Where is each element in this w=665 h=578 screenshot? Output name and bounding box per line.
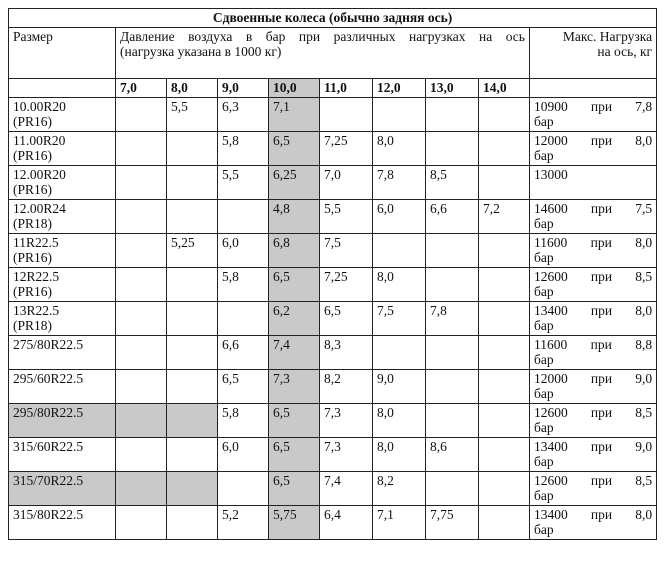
- pressure-cell: 6,5: [269, 267, 320, 301]
- pressure-cell: 6,0: [218, 233, 269, 267]
- table-row: [9, 335, 657, 369]
- pressure-cell: [116, 199, 167, 233]
- table-row: [9, 97, 657, 131]
- load-cell: 14,0: [479, 78, 530, 97]
- pressure-header-word: различных: [333, 28, 396, 44]
- pressure-cell: 5,5: [167, 97, 218, 131]
- tyre-size-cell: [9, 267, 116, 301]
- max-load-pressure: 7,8: [635, 98, 653, 114]
- pressure-cell: [426, 369, 479, 403]
- pressure-cell: 5,25: [167, 233, 218, 267]
- pressure-cell: [116, 369, 167, 403]
- pressure-cell: 5,75: [269, 505, 320, 539]
- max-load-value: 12600: [534, 268, 568, 284]
- ply-rating: (PR18): [13, 215, 53, 231]
- max-load-line: [534, 202, 652, 217]
- pressure-header-word: воздуха: [188, 28, 233, 44]
- tyre-size: 11.00R20: [13, 132, 66, 148]
- max-load-unit: бар: [534, 351, 554, 367]
- tyre-size: 12.00R24: [13, 200, 66, 216]
- pressure-cell: 6,6: [218, 335, 269, 369]
- tyre-size-cell: [9, 131, 116, 165]
- pressure-cell: [426, 471, 479, 505]
- pressure-cell: 7,25: [320, 131, 373, 165]
- pressure-header-line1: [120, 30, 525, 45]
- max-load-cell: [530, 505, 657, 539]
- pressure-cell: [167, 437, 218, 471]
- pressure-cell: [167, 505, 218, 539]
- pressure-cell: 7,75: [426, 505, 479, 539]
- max-load-value: 13000: [534, 166, 568, 182]
- max-load-value: 12000: [534, 370, 568, 386]
- title-row: [9, 9, 657, 28]
- pressure-header-word: бар: [265, 28, 286, 44]
- pressure-cell: [116, 233, 167, 267]
- max-load-cell: [530, 335, 657, 369]
- pressure-cell: 7,8: [373, 165, 426, 199]
- load-row-empty-cell: [9, 78, 116, 97]
- max-load-pressure: 8,5: [635, 268, 653, 284]
- tyre-size: 295/60R22.5: [13, 370, 84, 386]
- pressure-cell: [116, 471, 167, 505]
- tyre-size-cell: [9, 335, 116, 369]
- table-row: [9, 267, 657, 301]
- pressure-cell: [116, 437, 167, 471]
- load-cell: 9,0: [218, 78, 269, 97]
- pressure-cell: [479, 369, 530, 403]
- pressure-cell: [426, 131, 479, 165]
- tyre-size: 275/80R22.5: [13, 336, 84, 352]
- max-load-cell: [530, 97, 657, 131]
- max-load-value: 13400: [534, 506, 568, 522]
- pressure-cell: [479, 233, 530, 267]
- ply-rating: (PR16): [13, 283, 53, 299]
- pressure-cell: 6,6: [426, 199, 479, 233]
- max-load-unit: бар: [534, 147, 554, 163]
- max-load-line: [534, 440, 652, 455]
- max-load-line: [534, 236, 652, 251]
- tyre-size-cell: [9, 403, 116, 437]
- pressure-cell: 6,5: [218, 369, 269, 403]
- tyre-size-cell: [9, 437, 116, 471]
- max-load-pressure: 9,0: [635, 370, 653, 386]
- max-load-cell: [530, 403, 657, 437]
- tyre-size: 295/80R22.5: [13, 404, 84, 420]
- tyre-size: 315/70R22.5: [13, 472, 84, 488]
- max-load-cell: [530, 369, 657, 403]
- max-load-value: 10900: [534, 98, 568, 114]
- max-load-at: при: [590, 234, 612, 250]
- load-values-row: [9, 78, 657, 97]
- max-load-line: [534, 100, 652, 115]
- pressure-cell: [479, 97, 530, 131]
- tyre-size: 12R22.5: [13, 268, 60, 284]
- pressure-cell: 7,4: [269, 335, 320, 369]
- table-row: [9, 233, 657, 267]
- pressure-cell: 5,8: [218, 267, 269, 301]
- table-title: Сдвоенные колеса (обычно задняя ось): [9, 9, 657, 28]
- tyre-size-cell: [9, 97, 116, 131]
- max-load-cell: [530, 233, 657, 267]
- pressure-cell: 8,5: [426, 165, 479, 199]
- pressure-cell: [479, 267, 530, 301]
- max-load-cell: [530, 267, 657, 301]
- pressure-cell: 7,25: [320, 267, 373, 301]
- max-load-unit: бар: [534, 419, 554, 435]
- max-load-pressure: 8,0: [635, 506, 653, 522]
- pressure-cell: [116, 335, 167, 369]
- ply-rating: (PR16): [13, 113, 53, 129]
- pressure-cell: 8,2: [320, 369, 373, 403]
- ply-rating: (PR18): [13, 317, 53, 333]
- max-load-at: при: [590, 336, 612, 352]
- pressure-cell: [116, 97, 167, 131]
- max-load-unit: бар: [534, 249, 554, 265]
- pressure-header-word: Давление: [120, 28, 175, 44]
- max-load-pressure: 8,8: [635, 336, 653, 352]
- tyre-size-cell: [9, 369, 116, 403]
- load-cell: 10,0: [269, 78, 320, 97]
- max-load-header-line2: на ось, кг: [597, 43, 653, 59]
- pressure-cell: [479, 471, 530, 505]
- pressure-cell: 5,5: [218, 165, 269, 199]
- max-load-line: [534, 338, 652, 353]
- tyre-pressure-table: [8, 8, 657, 540]
- pressure-cell: [167, 369, 218, 403]
- pressure-cell: 6,25: [269, 165, 320, 199]
- max-load-unit: бар: [534, 113, 554, 129]
- pressure-cell: [479, 131, 530, 165]
- pressure-cell: [167, 267, 218, 301]
- pressure-cell: 7,1: [269, 97, 320, 131]
- tyre-size: 13R22.5: [13, 302, 60, 318]
- max-load-line: [534, 508, 652, 523]
- pressure-cell: [479, 165, 530, 199]
- max-load-pressure: 8,0: [635, 302, 653, 318]
- pressure-cell: 5,8: [218, 131, 269, 165]
- pressure-cell: [426, 403, 479, 437]
- ply-rating: (PR16): [13, 249, 53, 265]
- pressure-cell: 8,0: [373, 131, 426, 165]
- pressure-cell: [479, 335, 530, 369]
- pressure-header-word: в: [245, 28, 253, 44]
- tyre-size-cell: [9, 301, 116, 335]
- pressure-cell: 8,6: [426, 437, 479, 471]
- pressure-cell: [426, 267, 479, 301]
- pressure-cell: 6,5: [269, 403, 320, 437]
- pressure-cell: [116, 267, 167, 301]
- pressure-cell: [167, 131, 218, 165]
- table-row: [9, 301, 657, 335]
- pressure-cell: [218, 301, 269, 335]
- max-load-cell: [530, 437, 657, 471]
- pressure-cell: 7,3: [320, 437, 373, 471]
- max-load-value: 14600: [534, 200, 568, 216]
- ply-rating: (PR16): [13, 181, 53, 197]
- pressure-cell: 6,5: [269, 437, 320, 471]
- max-load-line: [534, 270, 652, 285]
- max-load-value: 12600: [534, 404, 568, 420]
- max-load-at: при: [590, 370, 613, 386]
- table-row: [9, 437, 657, 471]
- table-row: [9, 369, 657, 403]
- pressure-cell: 7,3: [320, 403, 373, 437]
- tyre-size-cell: [9, 233, 116, 267]
- max-load-pressure: 7,5: [635, 200, 653, 216]
- max-load-at: при: [590, 506, 613, 522]
- pressure-cell: [373, 233, 426, 267]
- pressure-cell: 7,4: [320, 471, 373, 505]
- pressure-cell: 8,2: [373, 471, 426, 505]
- header-row: [9, 27, 657, 78]
- pressure-cell: [426, 335, 479, 369]
- max-load-at: при: [590, 268, 613, 284]
- tyre-size: 315/80R22.5: [13, 506, 84, 522]
- table-row: [9, 505, 657, 539]
- pressure-cell: [167, 403, 218, 437]
- max-load-unit: бар: [534, 215, 554, 231]
- max-load-at: при: [590, 302, 613, 318]
- load-cell: 12,0: [373, 78, 426, 97]
- pressure-cell: 6,0: [218, 437, 269, 471]
- pressure-cell: [479, 403, 530, 437]
- max-load-cell: [530, 471, 657, 505]
- load-row-empty-cell: [530, 78, 657, 97]
- pressure-cell: [116, 301, 167, 335]
- tyre-pressure-document: [8, 8, 657, 540]
- tyre-size: 10.00R20: [13, 98, 66, 114]
- pressure-cell: [479, 301, 530, 335]
- pressure-cell: [479, 505, 530, 539]
- pressure-header-word: нагрузках: [408, 28, 466, 44]
- pressure-cell: [167, 301, 218, 335]
- pressure-cell: 7,5: [373, 301, 426, 335]
- table-row: [9, 403, 657, 437]
- max-load-line: [534, 134, 652, 149]
- size-header: Размер: [9, 27, 116, 78]
- pressure-cell: [167, 471, 218, 505]
- max-load-pressure: 8,0: [635, 234, 653, 250]
- pressure-cell: [218, 199, 269, 233]
- max-load-header: [530, 27, 657, 78]
- load-cell: 13,0: [426, 78, 479, 97]
- max-load-value: 12600: [534, 472, 568, 488]
- pressure-cell: [426, 233, 479, 267]
- max-load-at: при: [590, 132, 613, 148]
- max-load-at: при: [590, 438, 613, 454]
- table-row: [9, 131, 657, 165]
- pressure-cell: [167, 199, 218, 233]
- pressure-cell: 6,5: [269, 471, 320, 505]
- load-cell: 11,0: [320, 78, 373, 97]
- max-load-unit: бар: [534, 521, 554, 537]
- pressure-cell: [373, 335, 426, 369]
- pressure-cell: [426, 97, 479, 131]
- pressure-cell: [479, 437, 530, 471]
- max-load-at: при: [590, 472, 613, 488]
- pressure-cell: [167, 335, 218, 369]
- max-load-value: 13400: [534, 302, 568, 318]
- pressure-cell: 8,0: [373, 403, 426, 437]
- max-load-cell: [530, 301, 657, 335]
- pressure-header: [116, 27, 530, 78]
- pressure-cell: [373, 97, 426, 131]
- ply-rating: (PR16): [13, 147, 53, 163]
- pressure-header-word: ось: [505, 28, 525, 44]
- max-load-unit: бар: [534, 487, 554, 503]
- max-load-pressure: 8,5: [635, 404, 653, 420]
- pressure-cell: 6,5: [269, 131, 320, 165]
- max-load-unit: бар: [534, 317, 554, 333]
- max-load-line: [534, 474, 652, 489]
- max-load-at: при: [590, 404, 613, 420]
- pressure-cell: 6,8: [269, 233, 320, 267]
- pressure-cell: [116, 403, 167, 437]
- max-load-header-line1: Макс. Нагрузка: [562, 28, 653, 44]
- pressure-header-line2: (нагрузка указана в 1000 кг): [120, 43, 282, 59]
- max-load-at: при: [590, 200, 613, 216]
- pressure-cell: 7,5: [320, 233, 373, 267]
- pressure-cell: 7,3: [269, 369, 320, 403]
- pressure-cell: 6,3: [218, 97, 269, 131]
- pressure-cell: 7,8: [426, 301, 479, 335]
- max-load-cell: [530, 199, 657, 233]
- tyre-size: 12.00R20: [13, 166, 66, 182]
- max-load-pressure: 8,0: [635, 132, 653, 148]
- pressure-cell: 6,5: [320, 301, 373, 335]
- max-load-cell: [530, 165, 657, 199]
- pressure-header-word: при: [298, 28, 321, 44]
- max-load-line: [534, 168, 652, 183]
- tyre-size-cell: [9, 505, 116, 539]
- pressure-cell: [167, 165, 218, 199]
- pressure-cell: 7,0: [320, 165, 373, 199]
- pressure-cell: 8,0: [373, 437, 426, 471]
- max-load-cell: [530, 131, 657, 165]
- load-cell: 8,0: [167, 78, 218, 97]
- max-load-value: 11600: [534, 234, 568, 250]
- max-load-pressure: 9,0: [635, 438, 653, 454]
- pressure-cell: [218, 471, 269, 505]
- tyre-size-cell: [9, 199, 116, 233]
- load-cell: 7,0: [116, 78, 167, 97]
- pressure-cell: 9,0: [373, 369, 426, 403]
- tyre-size-cell: [9, 165, 116, 199]
- max-load-value: 11600: [534, 336, 568, 352]
- max-load-unit: бар: [534, 283, 554, 299]
- tyre-size: 11R22.5: [13, 234, 59, 250]
- pressure-cell: 5,8: [218, 403, 269, 437]
- max-load-unit: бар: [534, 385, 554, 401]
- pressure-cell: 7,2: [479, 199, 530, 233]
- pressure-cell: 8,0: [373, 267, 426, 301]
- table-row: [9, 471, 657, 505]
- max-load-line: [534, 304, 652, 319]
- tyre-size: 315/60R22.5: [13, 438, 84, 454]
- pressure-header-word: на: [478, 28, 493, 44]
- max-load-value: 12000: [534, 132, 568, 148]
- pressure-cell: [116, 131, 167, 165]
- max-load-unit: бар: [534, 453, 554, 469]
- pressure-cell: 8,3: [320, 335, 373, 369]
- max-load-line: [534, 406, 652, 421]
- pressure-cell: 7,1: [373, 505, 426, 539]
- pressure-cell: 4,8: [269, 199, 320, 233]
- pressure-cell: 6,4: [320, 505, 373, 539]
- table-row: [9, 199, 657, 233]
- pressure-cell: 6,2: [269, 301, 320, 335]
- table-row: [9, 165, 657, 199]
- max-load-value: 13400: [534, 438, 568, 454]
- pressure-cell: [320, 97, 373, 131]
- pressure-cell: [116, 165, 167, 199]
- pressure-cell: 5,5: [320, 199, 373, 233]
- max-load-at: при: [590, 98, 613, 114]
- max-load-line: [534, 372, 652, 387]
- max-load-pressure: 8,5: [635, 472, 653, 488]
- pressure-cell: 5,2: [218, 505, 269, 539]
- pressure-cell: [116, 505, 167, 539]
- pressure-cell: 6,0: [373, 199, 426, 233]
- tyre-size-cell: [9, 471, 116, 505]
